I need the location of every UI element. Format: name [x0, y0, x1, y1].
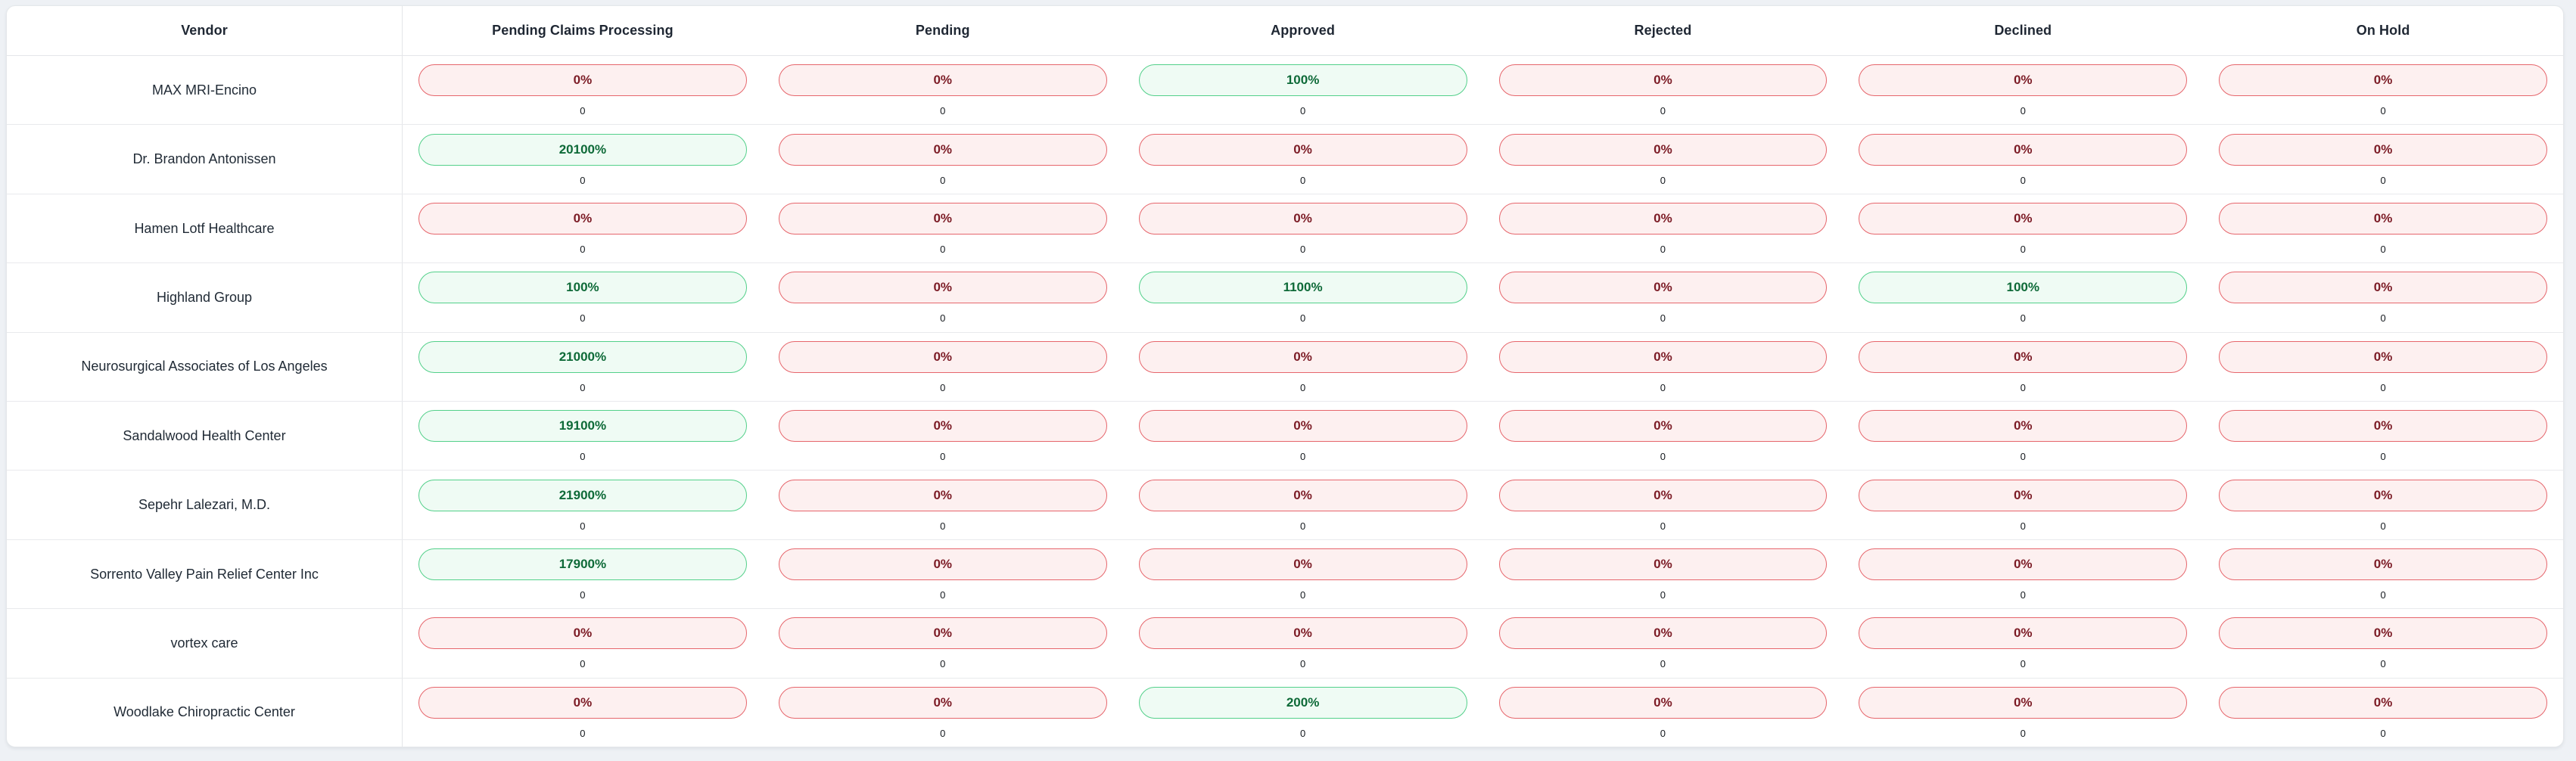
status-cell	[2203, 540, 2563, 608]
status-count: 0	[1660, 381, 1666, 393]
status-count: 0	[2020, 727, 2026, 739]
status-count: 0	[940, 312, 946, 325]
status-count: 0	[1299, 589, 1306, 601]
status-badge-pending-claims-processing[interactable]: 21900%	[418, 480, 747, 511]
status-cell	[403, 471, 763, 539]
status-cell	[1123, 540, 1483, 608]
status-cell	[2203, 333, 2563, 401]
status-count: 0	[940, 451, 946, 463]
status-badge-pending[interactable]: 0%	[779, 410, 1107, 442]
status-badge-pending[interactable]: 0%	[779, 272, 1107, 303]
status-count: 0	[2020, 105, 2026, 117]
table-row	[7, 333, 2563, 402]
status-cell	[2203, 679, 2563, 747]
status-badge-declined[interactable]: 0%	[1859, 480, 2187, 511]
status-cell	[763, 194, 1123, 262]
status-cell	[1483, 402, 1843, 470]
status-badge-pending[interactable]: 0%	[779, 341, 1107, 373]
status-count: 0	[1299, 105, 1306, 117]
status-badge-pending-claims-processing[interactable]: 19100%	[418, 410, 747, 442]
status-count: 0	[940, 589, 946, 601]
table-row	[7, 56, 2563, 125]
status-cell	[2203, 56, 2563, 124]
status-count: 0	[2020, 174, 2026, 186]
status-badge-rejected[interactable]: 0%	[1499, 687, 1828, 719]
status-cell	[763, 56, 1123, 124]
status-count: 0	[1299, 381, 1306, 393]
table-header-row	[7, 6, 2563, 56]
status-count: 0	[2020, 381, 2026, 393]
status-cell	[1123, 402, 1483, 470]
status-cell	[1483, 194, 1843, 262]
status-count: 0	[2380, 589, 2386, 601]
vendor-name: Sorrento Valley Pain Relief Center Inc	[7, 540, 403, 608]
status-cell	[1483, 125, 1843, 193]
status-badge-approved[interactable]: 0%	[1139, 548, 1467, 580]
status-cell	[1843, 56, 2203, 124]
status-count: 0	[2380, 244, 2386, 256]
status-cell	[403, 609, 763, 677]
table-row	[7, 402, 2563, 471]
status-count: 0	[580, 658, 586, 670]
status-badge-declined[interactable]: 0%	[1859, 134, 2187, 166]
status-count: 0	[940, 727, 946, 739]
status-badge-rejected[interactable]: 0%	[1499, 134, 1828, 166]
status-count: 0	[1660, 520, 1666, 532]
status-cell	[403, 679, 763, 747]
status-cell	[403, 333, 763, 401]
status-cell	[403, 56, 763, 124]
table-body	[7, 56, 2563, 747]
status-cell	[1123, 609, 1483, 677]
status-badge-approved[interactable]: 0%	[1139, 480, 1467, 511]
vendor-name: Sandalwood Health Center	[7, 402, 403, 470]
vendor-name: Dr. Brandon Antonissen	[7, 125, 403, 193]
status-badge-rejected[interactable]: 0%	[1499, 203, 1828, 235]
table-row	[7, 125, 2563, 194]
status-cell	[2203, 125, 2563, 193]
table-row	[7, 609, 2563, 678]
status-count: 0	[580, 244, 586, 256]
status-badge-pending-claims-processing[interactable]: 0%	[418, 617, 747, 649]
status-badge-declined[interactable]: 100%	[1859, 272, 2187, 303]
status-count: 0	[1299, 658, 1306, 670]
status-badge-declined[interactable]: 0%	[1859, 687, 2187, 719]
column-header-vendor: Vendor	[7, 6, 403, 55]
status-badge-on-hold[interactable]: 0%	[2219, 64, 2547, 96]
status-count: 0	[940, 520, 946, 532]
status-count: 0	[1660, 244, 1666, 256]
status-badge-rejected[interactable]: 0%	[1499, 480, 1828, 511]
status-badge-pending[interactable]: 0%	[779, 480, 1107, 511]
vendor-name: Woodlake Chiropractic Center	[7, 679, 403, 747]
status-badge-approved[interactable]: 200%	[1139, 687, 1467, 719]
status-badge-declined[interactable]: 0%	[1859, 410, 2187, 442]
status-cell	[763, 402, 1123, 470]
vendor-claims-table	[7, 6, 2563, 747]
status-cell	[763, 540, 1123, 608]
status-cell	[1483, 540, 1843, 608]
status-count: 0	[2380, 520, 2386, 532]
column-header-pending-claims-processing: Pending Claims Processing	[492, 23, 674, 38]
status-badge-approved[interactable]: 0%	[1139, 410, 1467, 442]
status-cell	[403, 263, 763, 331]
status-count: 0	[1299, 727, 1306, 739]
column-header-declined: Declined	[1994, 23, 2052, 38]
vendor-name: MAX MRI-Encino	[7, 56, 403, 124]
status-badge-pending[interactable]: 0%	[779, 687, 1107, 719]
status-count: 0	[580, 381, 586, 393]
status-badge-on-hold[interactable]: 0%	[2219, 687, 2547, 719]
status-cell	[1123, 125, 1483, 193]
status-count: 0	[2380, 174, 2386, 186]
status-badge-declined[interactable]: 0%	[1859, 617, 2187, 649]
status-cell	[2203, 609, 2563, 677]
status-count: 0	[580, 105, 586, 117]
status-badge-declined[interactable]: 0%	[1859, 548, 2187, 580]
status-badge-pending[interactable]: 0%	[779, 64, 1107, 96]
status-count: 0	[940, 105, 946, 117]
status-badge-pending-claims-processing[interactable]: 0%	[418, 64, 747, 96]
status-badge-on-hold[interactable]: 0%	[2219, 617, 2547, 649]
status-count: 0	[1660, 312, 1666, 325]
status-badge-rejected[interactable]: 0%	[1499, 410, 1828, 442]
status-count: 0	[580, 727, 586, 739]
status-count: 0	[2020, 312, 2026, 325]
status-cell	[1483, 609, 1843, 677]
status-badge-rejected[interactable]: 0%	[1499, 617, 1828, 649]
status-cell	[763, 263, 1123, 331]
table-row	[7, 679, 2563, 747]
status-cell	[1123, 679, 1483, 747]
status-cell	[2203, 402, 2563, 470]
status-badge-declined[interactable]: 0%	[1859, 203, 2187, 235]
status-cell	[1483, 333, 1843, 401]
status-count: 0	[1299, 451, 1306, 463]
status-cell	[1483, 679, 1843, 747]
status-badge-approved[interactable]: 0%	[1139, 617, 1467, 649]
status-badge-pending[interactable]: 0%	[779, 617, 1107, 649]
status-cell	[763, 125, 1123, 193]
status-badge-on-hold[interactable]: 0%	[2219, 272, 2547, 303]
status-badge-pending[interactable]: 0%	[779, 548, 1107, 580]
table-row	[7, 540, 2563, 609]
status-count: 0	[1299, 312, 1306, 325]
status-cell	[1123, 471, 1483, 539]
status-cell	[1843, 125, 2203, 193]
table-row	[7, 263, 2563, 332]
vendor-name: Sepehr Lalezari, M.D.	[7, 471, 403, 539]
status-cell	[1843, 263, 2203, 331]
status-count: 0	[940, 174, 946, 186]
status-cell	[403, 402, 763, 470]
status-count: 0	[940, 381, 946, 393]
status-count: 0	[580, 174, 586, 186]
status-cell	[403, 540, 763, 608]
status-count: 0	[1660, 589, 1666, 601]
status-cell	[1123, 263, 1483, 331]
status-cell	[763, 679, 1123, 747]
status-badge-declined[interactable]: 0%	[1859, 64, 2187, 96]
status-cell	[403, 194, 763, 262]
status-count: 0	[940, 244, 946, 256]
vendor-name: vortex care	[7, 609, 403, 677]
status-count: 0	[1299, 244, 1306, 256]
status-cell	[763, 333, 1123, 401]
status-cell	[1843, 540, 2203, 608]
status-badge-on-hold[interactable]: 0%	[2219, 134, 2547, 166]
status-count: 0	[580, 589, 586, 601]
status-cell	[1843, 194, 2203, 262]
status-badge-pending-claims-processing[interactable]: 20100%	[418, 134, 747, 166]
status-badge-rejected[interactable]: 0%	[1499, 272, 1828, 303]
status-badge-on-hold[interactable]: 0%	[2219, 341, 2547, 373]
vendor-name: Hamen Lotf Healthcare	[7, 194, 403, 262]
status-count: 0	[2020, 658, 2026, 670]
status-count: 0	[1660, 451, 1666, 463]
status-badge-on-hold[interactable]: 0%	[2219, 548, 2547, 580]
status-badge-on-hold[interactable]: 0%	[2219, 410, 2547, 442]
status-badge-approved[interactable]: 0%	[1139, 134, 1467, 166]
status-count: 0	[1299, 520, 1306, 532]
status-cell	[1843, 402, 2203, 470]
status-count: 0	[2380, 727, 2386, 739]
status-badge-on-hold[interactable]: 0%	[2219, 203, 2547, 235]
status-cell	[403, 125, 763, 193]
status-cell	[2203, 194, 2563, 262]
status-count: 0	[1660, 727, 1666, 739]
status-badge-on-hold[interactable]: 0%	[2219, 480, 2547, 511]
table-row	[7, 194, 2563, 263]
status-count: 0	[580, 451, 586, 463]
status-cell	[2203, 471, 2563, 539]
status-cell	[1123, 333, 1483, 401]
status-cell	[1843, 679, 2203, 747]
status-count: 0	[2020, 589, 2026, 601]
table-row	[7, 471, 2563, 539]
status-cell	[1843, 471, 2203, 539]
status-badge-approved[interactable]: 0%	[1139, 341, 1467, 373]
vendor-name: Highland Group	[7, 263, 403, 331]
status-count: 0	[1660, 658, 1666, 670]
status-count: 0	[1660, 174, 1666, 186]
status-badge-pending-claims-processing[interactable]: 100%	[418, 272, 747, 303]
status-badge-pending[interactable]: 0%	[779, 134, 1107, 166]
status-count: 0	[2020, 451, 2026, 463]
status-badge-rejected[interactable]: 0%	[1499, 64, 1828, 96]
status-cell	[1123, 194, 1483, 262]
status-badge-rejected[interactable]: 0%	[1499, 341, 1828, 373]
status-badge-pending-claims-processing[interactable]: 21000%	[418, 341, 747, 373]
status-badge-approved[interactable]: 100%	[1139, 64, 1467, 96]
status-cell	[763, 471, 1123, 539]
status-count: 0	[1660, 105, 1666, 117]
status-badge-pending-claims-processing[interactable]: 0%	[418, 687, 747, 719]
status-cell	[1123, 56, 1483, 124]
status-count: 0	[2380, 381, 2386, 393]
status-count: 0	[2380, 658, 2386, 670]
status-cell	[1483, 56, 1843, 124]
status-badge-declined[interactable]: 0%	[1859, 341, 2187, 373]
status-count: 0	[2380, 105, 2386, 117]
column-header-pending: Pending	[915, 23, 970, 38]
status-cell	[2203, 263, 2563, 331]
status-cell	[1843, 609, 2203, 677]
status-count: 0	[2020, 244, 2026, 256]
column-header-on-hold: On Hold	[2356, 23, 2410, 38]
status-cell	[763, 609, 1123, 677]
status-cell	[1843, 333, 2203, 401]
status-count: 0	[1299, 174, 1306, 186]
status-count: 0	[2380, 312, 2386, 325]
status-count: 0	[2020, 520, 2026, 532]
status-badge-rejected[interactable]: 0%	[1499, 548, 1828, 580]
status-badge-approved[interactable]: 1100%	[1139, 272, 1467, 303]
status-count: 0	[940, 658, 946, 670]
status-count: 0	[2380, 451, 2386, 463]
status-badge-approved[interactable]: 0%	[1139, 203, 1467, 235]
status-count: 0	[580, 312, 586, 325]
column-header-approved: Approved	[1271, 23, 1335, 38]
status-badge-pending-claims-processing[interactable]: 0%	[418, 203, 747, 235]
vendor-claims-card	[6, 5, 2564, 747]
status-count: 0	[580, 520, 586, 532]
status-cell	[1483, 263, 1843, 331]
status-badge-pending-claims-processing[interactable]: 17900%	[418, 548, 747, 580]
status-cell	[1483, 471, 1843, 539]
vendor-name: Neurosurgical Associates of Los Angeles	[7, 333, 403, 401]
column-header-rejected: Rejected	[1634, 23, 1692, 38]
status-badge-pending[interactable]: 0%	[779, 203, 1107, 235]
